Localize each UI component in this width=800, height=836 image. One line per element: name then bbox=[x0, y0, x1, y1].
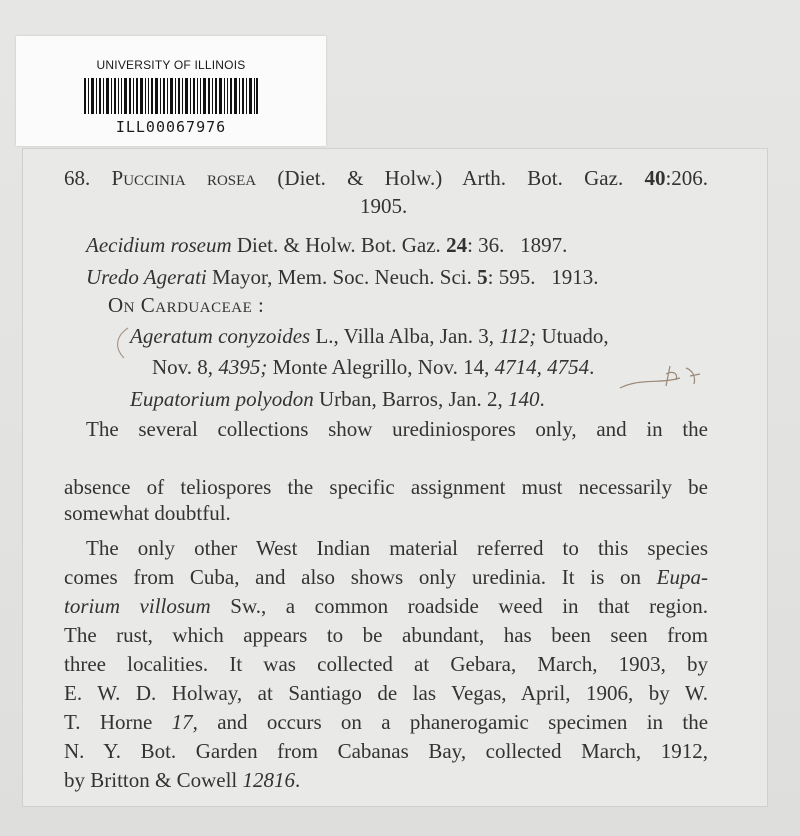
punctuation: . bbox=[589, 355, 595, 379]
text-line bbox=[64, 709, 708, 735]
species-heading bbox=[64, 165, 708, 191]
host-family: On Carduaceae : bbox=[108, 293, 265, 317]
catalog-number: ILL00067976 bbox=[115, 118, 227, 136]
citation-page: :206. bbox=[665, 166, 709, 190]
host-locality: L., Villa Alba, Jan. 3, bbox=[310, 324, 495, 348]
text-line: The rust, which appears to be abundant, has been seen from bbox=[64, 623, 708, 647]
synonym-name: Aecidium roseum bbox=[86, 233, 232, 257]
collection-number: 17, bbox=[171, 710, 198, 734]
collection-number: 12816 bbox=[242, 768, 295, 792]
text-line: absence of teliospores the specific assignment must necessarily be bbox=[64, 475, 708, 499]
text-line: The only other West Indian material referred to this species bbox=[86, 536, 708, 560]
host-name: torium villosum bbox=[64, 594, 211, 618]
paragraph-start: The several collections show urediniospores only, and in the bbox=[86, 417, 708, 441]
synonym-rest: : 595. 1913. bbox=[487, 265, 599, 289]
host-eupatorium bbox=[130, 386, 545, 412]
synonym-volume: 5 bbox=[477, 265, 488, 289]
collection-number: 4395; bbox=[218, 355, 268, 379]
synonym-citation: Diet. & Holw. Bot. Gaz. bbox=[236, 233, 441, 257]
collection-number: 140 bbox=[507, 387, 540, 411]
barcode-image bbox=[84, 78, 258, 114]
text-line: E. W. D. Holway, at Santiago de las Vegas, April, 1906, by W. bbox=[64, 681, 708, 705]
punctuation: . bbox=[539, 387, 545, 411]
text-segment: Sw., a common roadside weed in that region. bbox=[230, 594, 709, 618]
species-year: 1905. bbox=[360, 194, 408, 218]
text-segment: comes from Cuba, and also shows only uredinia. It is on bbox=[64, 565, 657, 589]
synonym-uredo bbox=[86, 264, 598, 290]
text-segment: T. Horne bbox=[64, 710, 172, 734]
synonym-citation: Mayor, Mem. Soc. Neuch. Sci. bbox=[212, 265, 472, 289]
text-segment: and occurs on a phanerogamic specimen in the bbox=[217, 710, 709, 734]
host-ageratum-continued bbox=[152, 354, 594, 380]
institution-name: UNIVERSITY OF ILLINOIS bbox=[96, 58, 246, 72]
synonym-name: Uredo Agerati bbox=[86, 265, 207, 289]
host-locality: Urban, Barros, Jan. 2, bbox=[313, 387, 503, 411]
text-line: three localities. It was collected at Gebara, March, 1903, by bbox=[64, 652, 708, 676]
synonym-volume: 24 bbox=[446, 233, 468, 257]
host-name: Eupatorium polyodon bbox=[130, 387, 314, 411]
host-name: Eupa- bbox=[656, 565, 708, 589]
synonym-rest: : 36. 1897. bbox=[467, 233, 568, 257]
host-locality: Monte Alegrillo, Nov. 14, bbox=[267, 355, 490, 379]
genus-name: Puccinia bbox=[111, 166, 186, 190]
barcode-label bbox=[16, 36, 326, 146]
text-line bbox=[64, 564, 708, 590]
host-ageratum bbox=[130, 323, 609, 349]
text-segment: by Britton & Cowell bbox=[64, 768, 243, 792]
punctuation: . bbox=[295, 768, 301, 792]
collection-number: 4714, 4754 bbox=[494, 355, 590, 379]
collection-number: 112; bbox=[499, 324, 537, 348]
synonym-aecidium bbox=[86, 232, 567, 258]
citation-volume: 40 bbox=[644, 166, 666, 190]
host-name: Ageratum conyzoides bbox=[130, 324, 311, 348]
authority-citation: (Diet. & Holw.) Arth. Bot. Gaz. bbox=[277, 166, 624, 190]
text-line: N. Y. Bot. Garden from Cabanas Bay, collected March, 1912, bbox=[64, 739, 708, 763]
text-line bbox=[64, 593, 708, 619]
host-locality: Utuado, bbox=[536, 324, 609, 348]
species-number: 68. bbox=[64, 166, 91, 190]
species-epithet: rosea bbox=[206, 166, 257, 190]
text-line: somewhat doubtful. bbox=[64, 501, 231, 525]
host-locality: Nov. 8, bbox=[152, 355, 214, 379]
text-line bbox=[64, 767, 300, 793]
